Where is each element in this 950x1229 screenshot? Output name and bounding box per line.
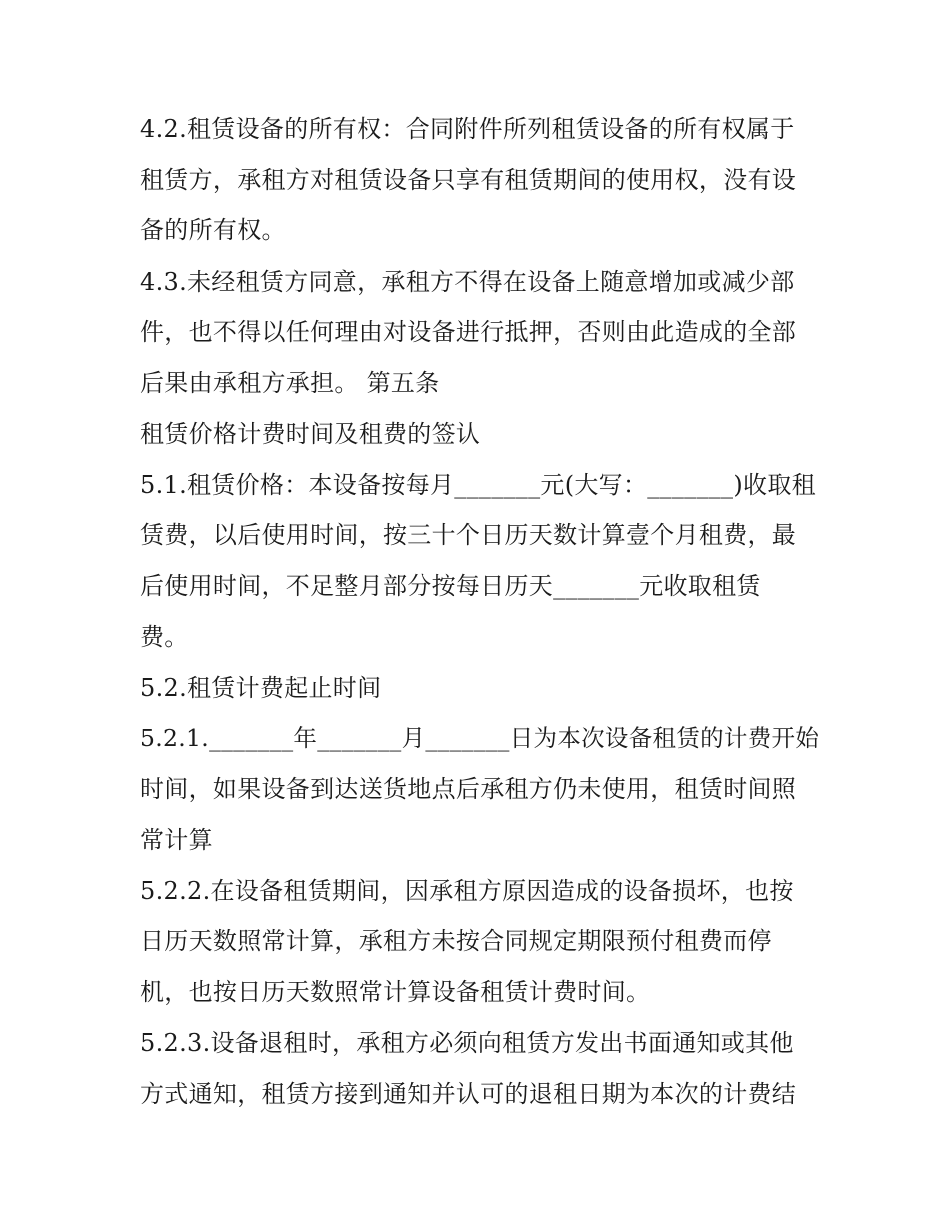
text-line: 费。 bbox=[140, 623, 189, 651]
text-line: 后果由承租方承担。 第五条 bbox=[140, 369, 440, 397]
text-line: 方式通知，租赁方接到通知并认可的退租日期为本次的计费结 bbox=[140, 1080, 797, 1108]
text-line: 后使用时间，不足整月部分按每日历天_______元收取租赁 bbox=[140, 572, 761, 600]
text-line: 赁费，以后使用时间，按三十个日历天数计算壹个月租费，最 bbox=[140, 521, 797, 549]
text-line: 时间，如果设备到达送货地点后承租方仍未使用，租赁时间照 bbox=[140, 775, 797, 803]
text-line: 5.2.2.在设备租赁期间，因承租方原因造成的设备损坏，也按 bbox=[140, 877, 794, 905]
text-line: 5.2.1._______年_______月_______日为本次设备租赁的计费开始 bbox=[140, 724, 820, 752]
text-line: 4.3.未经租赁方同意，承租方不得在设备上随意增加或减少部 bbox=[140, 268, 795, 296]
text-line: 件，也不得以任何理由对设备进行抵押，否则由此造成的全部 bbox=[140, 318, 797, 346]
text-line: 机，也按日历天数照常计算设备租赁计费时间。 bbox=[140, 978, 651, 1006]
text-line: 5.2.租赁计费起止时间 bbox=[140, 674, 382, 702]
text-line: 租赁方，承租方对租赁设备只享有租赁期间的使用权，没有设 bbox=[140, 166, 797, 194]
text-line: 租赁价格计费时间及租费的签认 bbox=[140, 420, 481, 448]
text-line: 常计算 bbox=[140, 826, 213, 854]
text-line: 5.2.3.设备退租时，承租方必须向租赁方发出书面通知或其他 bbox=[140, 1029, 794, 1057]
text-line: 4.2.租赁设备的所有权：合同附件所列租赁设备的所有权属于 bbox=[140, 115, 795, 143]
text-line: 5.1.租赁价格：本设备按每月_______元(大写：_______)收取租 bbox=[140, 471, 816, 499]
text-line: 备的所有权。 bbox=[140, 216, 286, 244]
text-line: 日历天数照常计算，承租方未按合同规定期限预付租费而停 bbox=[140, 927, 772, 955]
